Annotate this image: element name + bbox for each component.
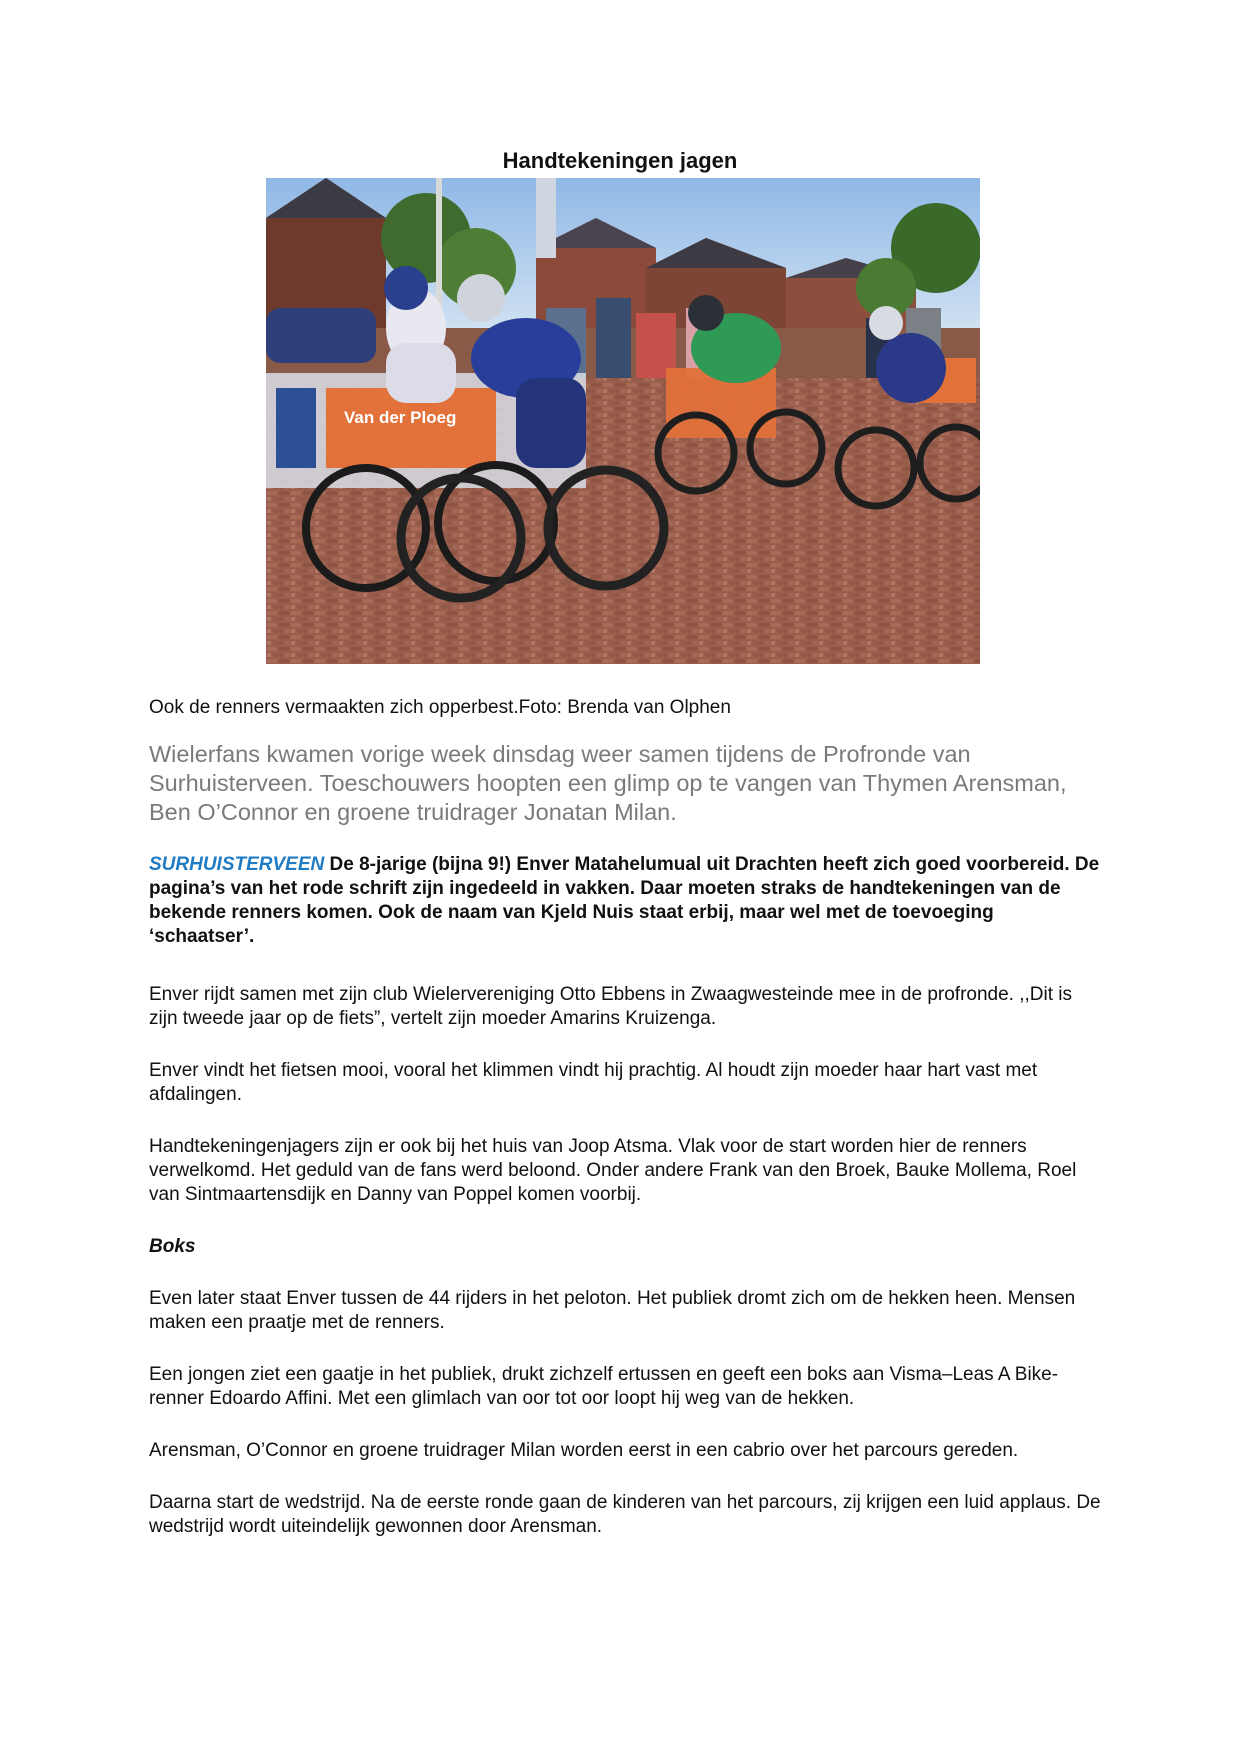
- paragraph: Handtekeningenjagers zijn er ook bij het huis van Joop Atsma. Vlak voor de start worden hier de renners verwelkomd. Het geduld van de fans werd beloond. Onder andere Frank van den Broek, Bauke Mollema, Roel van Sintmaartensdijk en Danny van Poppel komen voorbij.: [149, 1136, 1077, 1205]
- cyclists-photo-illustration: [266, 178, 980, 664]
- intro-text: De 8-jarige (bijna 9!) Enver Matahelumual uit Drachten heeft zich goed voorbereid. De pagina’s van het rode schrift zijn ingedeeld in vakken. Daar moeten straks de handtekeningen van de bekende renners komen. Ook de naam van Kjeld Nuis staat erbij, maar wel met de toevoeging ‘schaatser’.: [149, 854, 1100, 947]
- article-intro: [149, 853, 1104, 949]
- paragraph: Een jongen ziet een gaatje in het publiek, drukt zichzelf ertussen en geeft een boks aan Visma–Leas A Bike-renner Edoardo Affini. Met een glimlach van oor tot oor loopt hij weg van de hekken.: [149, 1364, 1059, 1409]
- paragraph: Enver vindt het fietsen mooi, vooral het klimmen vindt hij prachtig. Al houdt zijn moeder haar hart vast met afdalingen.: [149, 1060, 1038, 1105]
- banner-text: Van der Ploeg: [344, 408, 457, 427]
- dateline: SURHUISTERVEEN: [149, 854, 325, 875]
- paragraph: Daarna start de wedstrijd. Na de eerste ronde gaan de kinderen van het parcours, zij krijgen een luid applaus. De wedstrijd wordt uiteindelijk gewonnen door Arensman.: [149, 1492, 1101, 1537]
- article-title: Handtekeningen jagen: [502, 148, 738, 173]
- article-body: [149, 696, 1104, 1567]
- article-lead: Wielerfans kwamen vorige week dinsdag weer samen tijdens de Profronde van Surhuisterveen. Toeschouwers hoopten een glimp op te vangen van Thymen Arensman, Ben O’Connor en groene truidrager Jonatan Milan.: [149, 741, 1067, 825]
- photo-caption: Ook de renners vermaakten zich opperbest.Foto: Brenda van Olphen: [149, 697, 731, 718]
- paragraph: Even later staat Enver tussen de 44 rijders in het peloton. Het publiek dromt zich om de hekken heen. Mensen maken een praatje met de renners.: [149, 1288, 1076, 1333]
- paragraph: Enver rijdt samen met zijn club Wielervereniging Otto Ebbens in Zwaagwesteinde mee in de profronde. ,,Dit is zijn tweede jaar op de fiets”, vertelt zijn moeder Amarins Kruizenga.: [149, 984, 1072, 1029]
- subheading: Boks: [149, 1236, 196, 1257]
- paragraph: Arensman, O’Connor en groene truidrager Milan worden eerst in een cabrio over het parcours gereden.: [149, 1440, 1019, 1461]
- article-photo: [266, 178, 980, 664]
